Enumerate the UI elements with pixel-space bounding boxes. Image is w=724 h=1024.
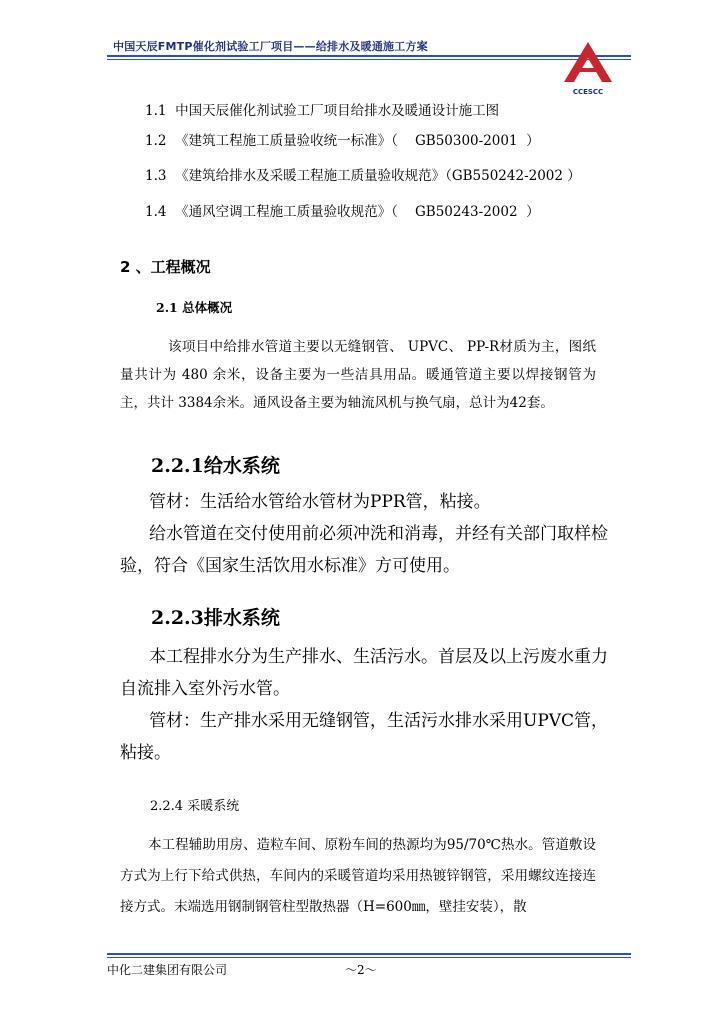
drainage-paragraph: 本工程排水分为生产排水、生活污水。首层及以上污废水重力自流排入室外污水管。 [120, 647, 608, 699]
reference-item: 1.1 中国天辰催化剂试验工厂项目给排水及暖通设计施工图 [145, 103, 500, 119]
company-logo [556, 38, 620, 98]
header-rule-thin [107, 59, 631, 60]
section-heading: 2 、工程概况 [120, 258, 211, 276]
header-rule [107, 55, 631, 57]
reference-item: 1.4 《通风空调工程施工质量验收规范》（ GB50243-2002 ） [145, 204, 540, 220]
footer-rule [107, 953, 631, 955]
heating-heading: 2.2.4 采暖系统 [150, 799, 240, 814]
drainage-heading: 2.2.3排水系统 [151, 607, 280, 629]
water-supply-paragraph: 管材：生活给水管给水管材为PPR管，粘接。 [149, 492, 491, 512]
footer-company: 中化二建集团有限公司 [107, 963, 228, 977]
footer-rule-thin [107, 957, 631, 958]
logo-mark-icon [556, 38, 620, 88]
subsection-heading: 2.1 总体概况 [156, 300, 233, 315]
logo-text: CCESCC [572, 88, 604, 96]
reference-item: 1.3 《建筑给排水及采暖工程施工质量验收规范》（GB550242-2002 ） [145, 168, 581, 184]
drainage-paragraph: 管材：生产排水采用无缝钢管，生活污水排水采用UPVC管，粘接。 [120, 711, 609, 763]
header-title: 中国天辰FMTP催化剂试验工厂项目——给排水及暖通施工方案 [113, 40, 428, 53]
page-number: ～2～ [345, 963, 377, 977]
water-supply-heading: 2.2.1给水系统 [151, 455, 280, 477]
reference-item: 1.2 《建筑工程施工质量验收统一标准》（ GB50300-2001 ） [145, 133, 540, 149]
water-supply-paragraph: 给水管道在交付使用前必须冲洗和消毒，并经有关部门取样检验，符合《国家生活饮用水标准》方可使用。 [120, 524, 608, 576]
overview-paragraph: 该项目中给排水管道主要以无缝钢管、 UPVC、 PP-R材质为主，图纸量共计为 480 余米，设备主要为一些洁具用品。暖通管道主要以焊接钢管为主，共计 3384余米。通风设备主要为轴流风机与换气扇，总计为42套。 [120, 339, 596, 411]
heating-paragraph: 本工程辅助用房、造粒车间、原粉车间的热源均为95/70℃热水。管道敷设方式为上行下给式供热，车间内的采暖管道均采用热镀锌钢管，采用螺纹连接连接方式。末端选用钢制钢管柱型散热器（H=600㎜，壁挂安装），散 [120, 837, 596, 915]
